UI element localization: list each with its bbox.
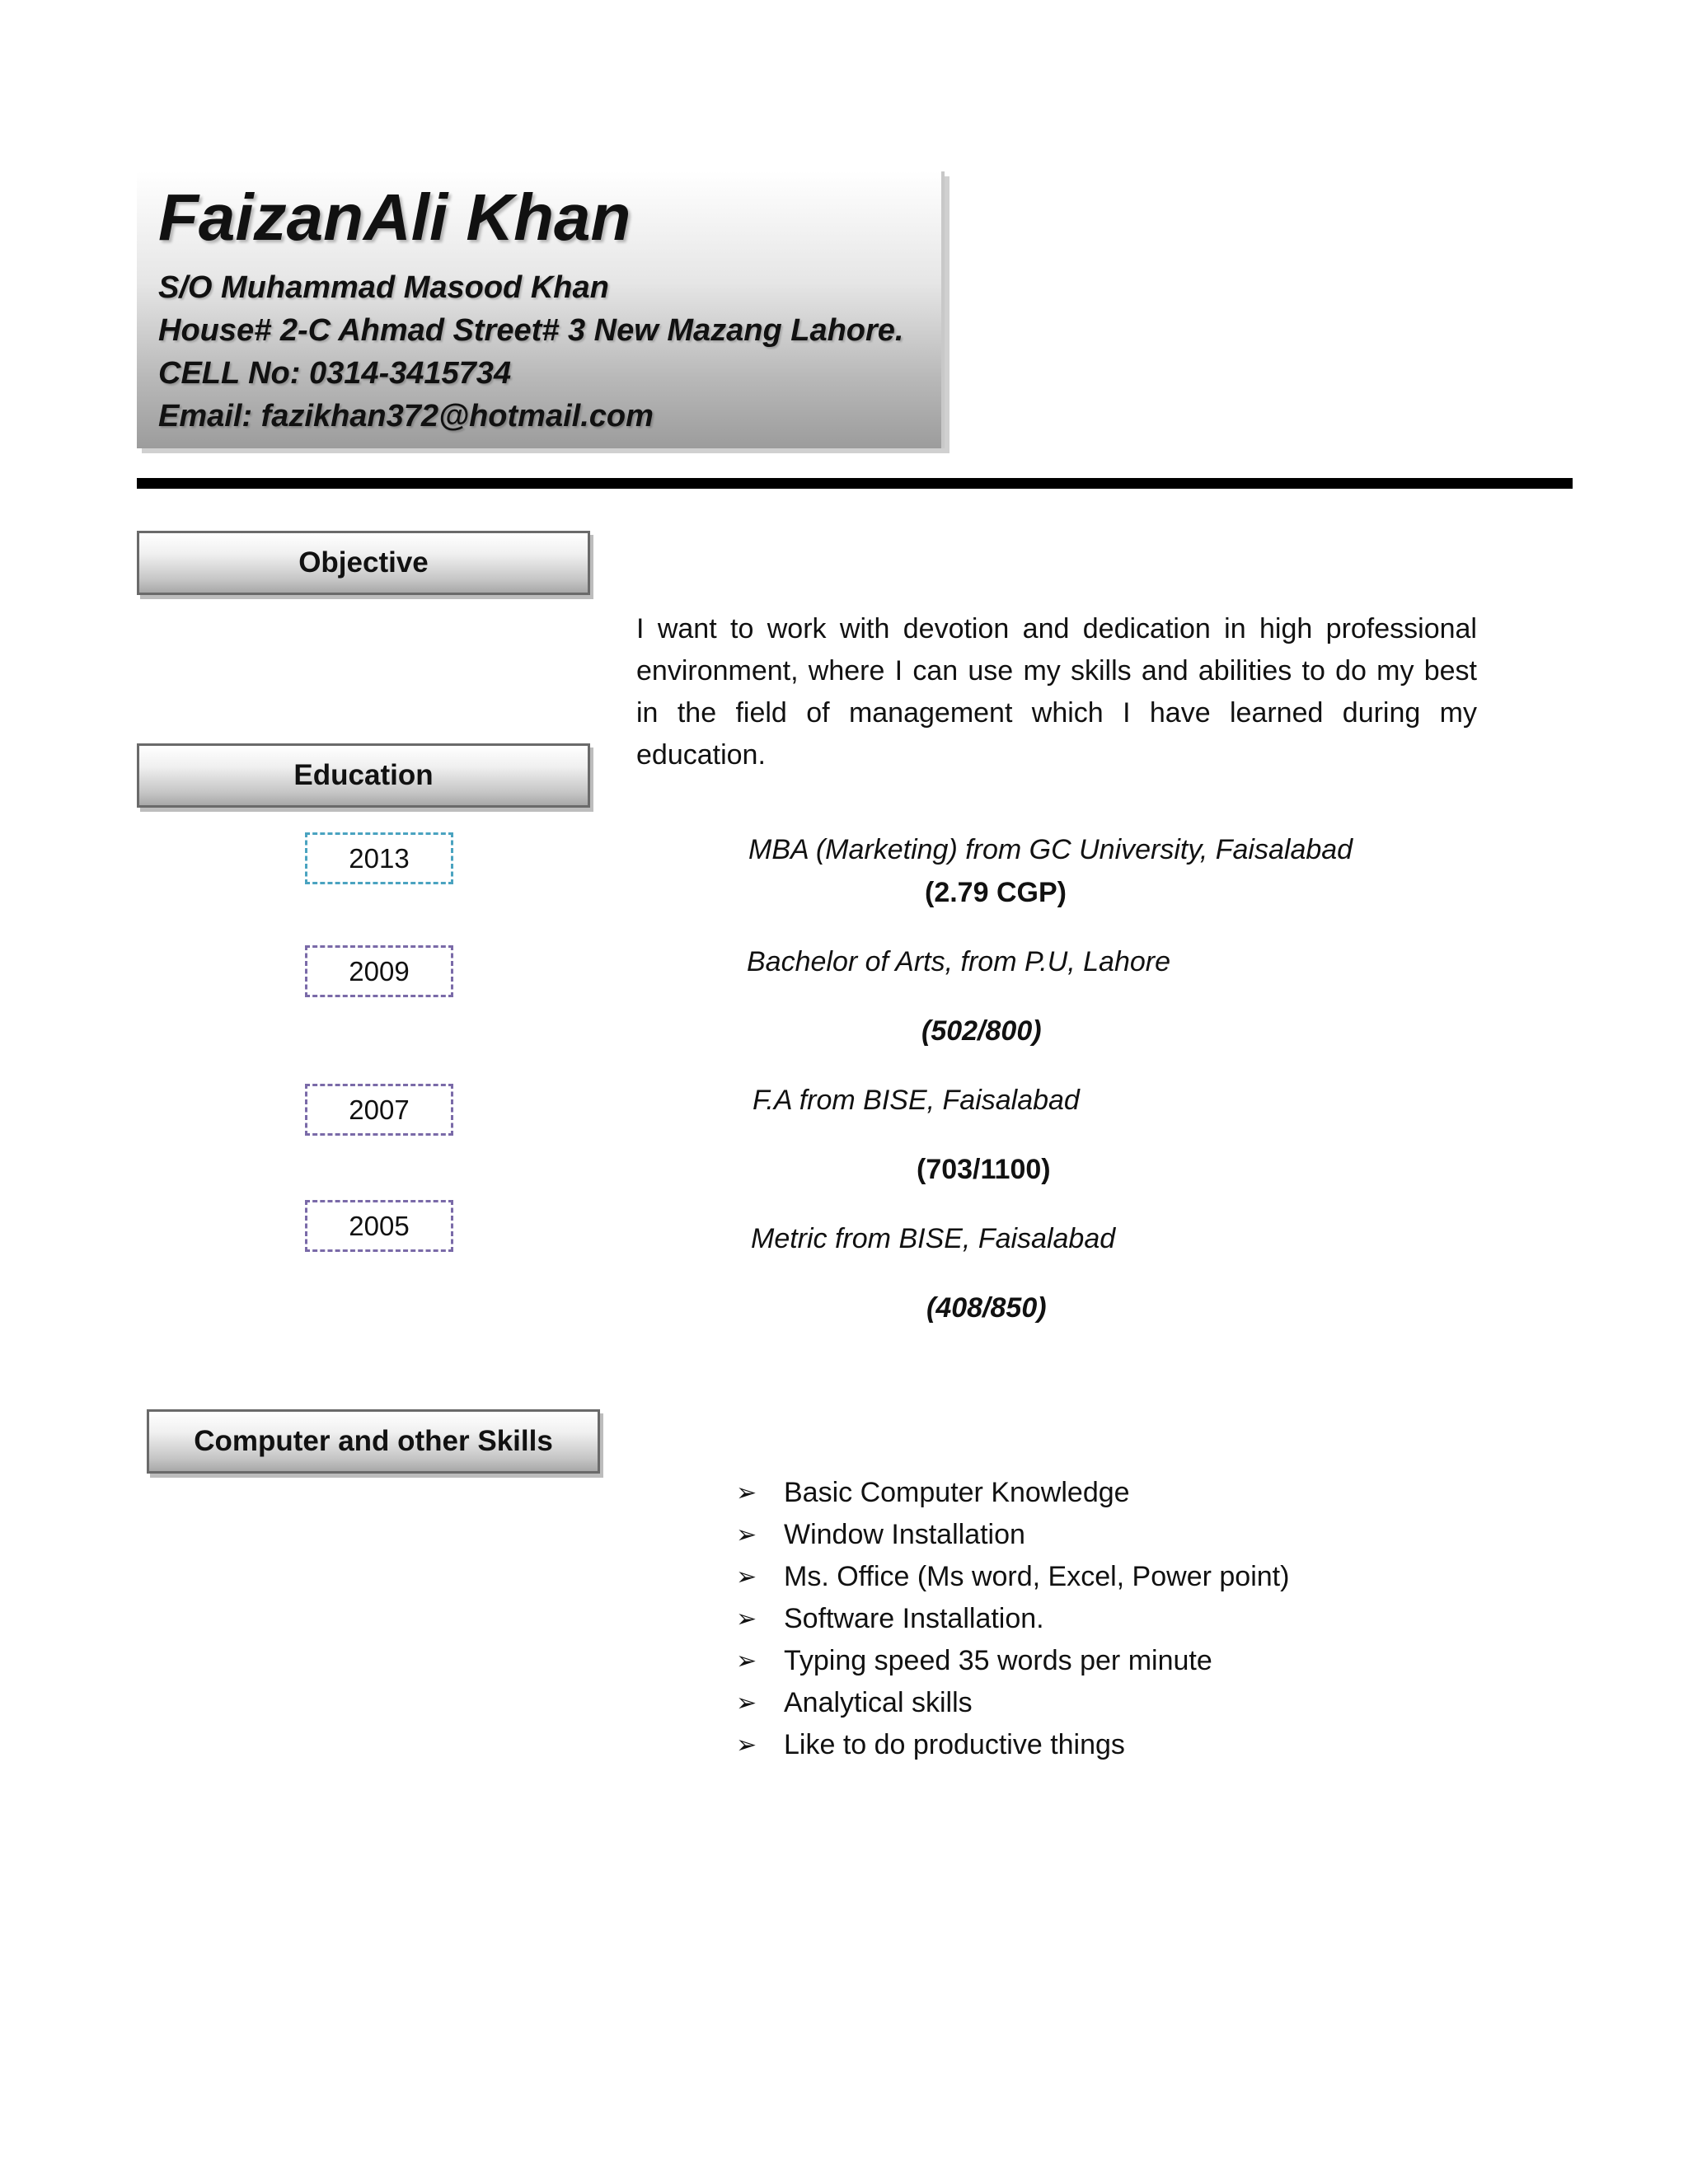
contact-header-box <box>137 171 945 448</box>
education-year-2009: 2009 <box>305 945 453 997</box>
education-grade: (408/850) <box>926 1292 1047 1324</box>
header-divider <box>137 478 1573 489</box>
skill-label: Like to do productive things <box>784 1729 1125 1760</box>
skill-item <box>736 1682 1289 1724</box>
skill-label: Analytical skills <box>784 1687 973 1718</box>
education-year-2013: 2013 <box>305 832 453 884</box>
skill-label: Typing speed 35 words per minute <box>784 1645 1212 1676</box>
skill-label: Ms. Office (Ms word, Excel, Power point) <box>784 1561 1290 1592</box>
education-title: F.A from BISE, Faisalabad <box>753 1085 1080 1116</box>
email-address: Email: fazikhan372@hotmail.com <box>158 399 654 434</box>
education-year-2005: 2005 <box>305 1200 453 1252</box>
education-title: Metric from BISE, Faisalabad <box>751 1223 1116 1254</box>
arrowhead-bullet-icon: ➢ <box>736 1605 757 1633</box>
skill-item <box>736 1598 1289 1640</box>
arrowhead-bullet-icon: ➢ <box>736 1563 757 1591</box>
skill-item <box>736 1556 1289 1598</box>
skills-list <box>736 1472 1289 1766</box>
skill-item <box>736 1724 1289 1766</box>
skill-label: Software Installation. <box>784 1603 1044 1634</box>
education-heading: Education <box>137 743 590 808</box>
skill-item <box>736 1640 1289 1682</box>
skill-label: Window Installation <box>784 1519 1025 1550</box>
education-year-2007: 2007 <box>305 1084 453 1136</box>
arrowhead-bullet-icon: ➢ <box>736 1479 757 1507</box>
objective-heading: Objective <box>137 531 590 595</box>
arrowhead-bullet-icon: ➢ <box>736 1647 757 1675</box>
education-grade: (703/1100) <box>917 1154 1051 1185</box>
education-title: Bachelor of Arts, from P.U, Lahore <box>747 946 1171 977</box>
parent-name: S/O Muhammad Masood Khan <box>158 270 609 305</box>
education-title: MBA (Marketing) from GC University, Faisalabad <box>748 834 1353 865</box>
arrowhead-bullet-icon: ➢ <box>736 1731 757 1760</box>
education-grade: (502/800) <box>921 1015 1042 1047</box>
skill-item <box>736 1514 1289 1556</box>
skill-item <box>736 1472 1289 1514</box>
candidate-name: FaizanAli Khan <box>158 180 631 254</box>
arrowhead-bullet-icon: ➢ <box>736 1689 757 1718</box>
address: House# 2-C Ahmad Street# 3 New Mazang Lahore. <box>158 313 904 348</box>
skills-heading: Computer and other Skills <box>147 1409 600 1474</box>
education-grade: (2.79 CGP) <box>925 877 1067 908</box>
arrowhead-bullet-icon: ➢ <box>736 1521 757 1549</box>
skill-label: Basic Computer Knowledge <box>784 1477 1130 1508</box>
cell-number: CELL No: 0314-3415734 <box>158 356 512 391</box>
objective-text: I want to work with devotion and dedication in high professional environment, where I can use my skills and abilities to do my best in the field of management which I have learned during my education. <box>636 613 1477 771</box>
